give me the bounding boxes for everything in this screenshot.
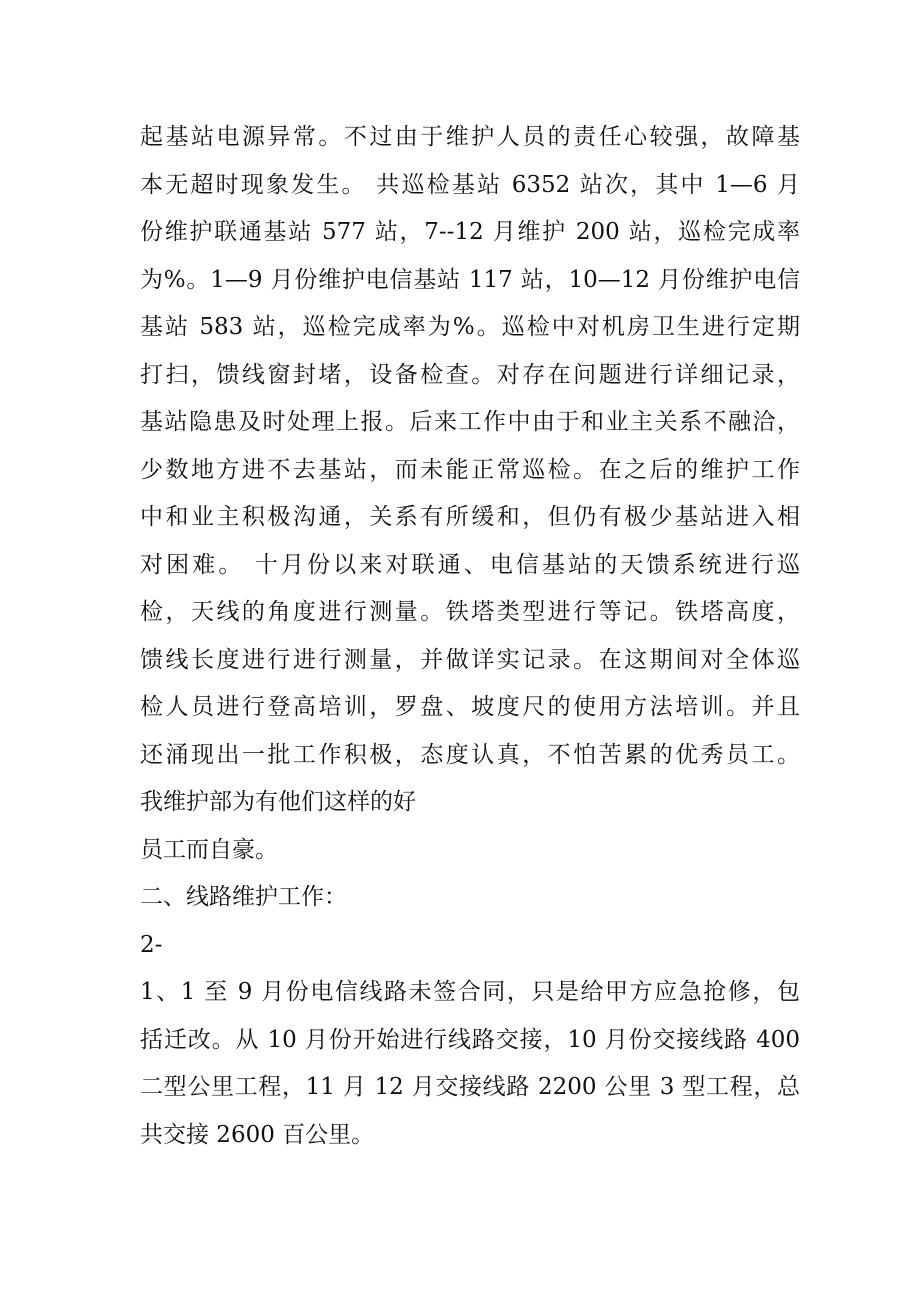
text-line: 检人员进行登高培训，罗盘、坡度尺的使用方法培训。并且: [140, 694, 800, 720]
text-line: 对困难。 十月份以来对联通、电信基站的天馈系统进行巡: [140, 551, 800, 578]
text-line: 中和业主积极沟通，关系有所缓和，但仍有极少基站进入相: [140, 504, 800, 530]
text-line: 二型公里工程，11 月 12 月交接线路 2200 公里 3 型工程，总: [140, 1074, 800, 1100]
body-text: [140, 114, 800, 1159]
text-line: 打扫，馈线窗封堵，设备检查。对存在问题进行详细记录，: [140, 361, 800, 388]
text-line: 括迁改。从 10 月份开始进行线路交接，10 月份交接线路 400: [140, 1026, 800, 1053]
text-line: 还涌现出一批工作积极，态度认真，不怕苦累的优秀员工。: [140, 741, 800, 768]
text-line: 员工而自豪。: [140, 836, 278, 863]
text-line: 检，天线的角度进行测量。铁塔类型进行等记。铁塔高度，: [140, 599, 800, 625]
text-line: 起基站电源异常。不过由于维护人员的责任心较强，故障基: [140, 124, 800, 150]
section-heading: 二、线路维护工作：: [140, 884, 347, 910]
text-line: 份维护联通基站 577 站，7--12 月维护 200 站，巡检完成率: [140, 219, 800, 245]
text-line: 本无超时现象发生。 共巡检基站 6352 站次，其中 1—6 月: [140, 171, 800, 198]
page-number: 2-: [140, 931, 163, 958]
text-line: 少数地方进不去基站，而未能正常巡检。在之后的维护工作: [140, 456, 800, 483]
text-line: 馈线长度进行进行测量，并做详实记录。在这期间对全体巡: [140, 646, 800, 673]
text-line: 我维护部为有他们这样的好: [140, 789, 416, 815]
text-line: 基站 583 站，巡检完成率为%。巡检中对机房卫生进行定期: [140, 314, 800, 340]
text-line: 为%。1—9 月份维护电信基站 117 站，10—12 月份维护电信: [140, 266, 800, 293]
text-line: 1、1 至 9 月份电信线路未签合同，只是给甲方应急抢修，包: [140, 979, 800, 1005]
text-line: 共交接 2600 百公里。: [140, 1121, 375, 1148]
text-line: 基站隐患及时处理上报。后来工作中由于和业主关系不融洽，: [140, 409, 800, 435]
